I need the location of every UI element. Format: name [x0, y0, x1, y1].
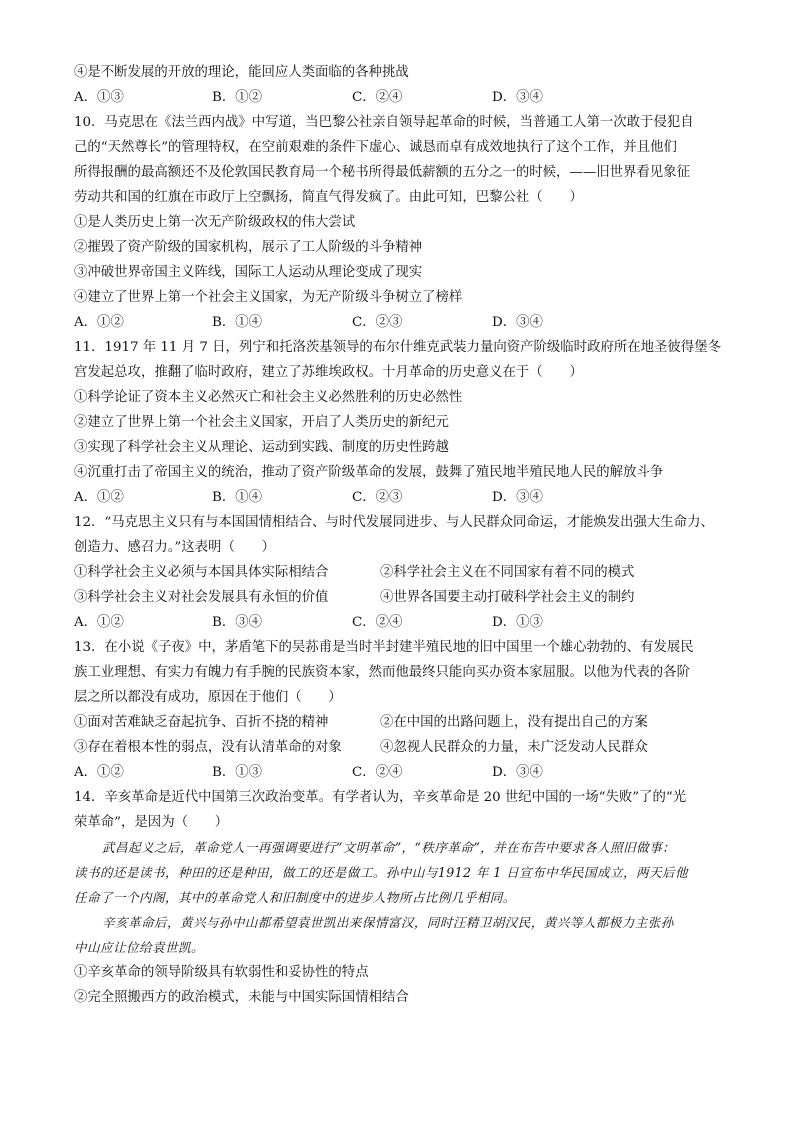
q11-item-2: ②建立了世界上第一个社会主义国家，开启了人类历史的新纪元 [74, 415, 449, 430]
q13-option-d[interactable]: D．③④ [492, 765, 543, 780]
q11-stem-line: 宫发起总攻，推翻了临时政府，建立了苏维埃政权。十月革命的历史意义在于（ ） [74, 365, 583, 380]
q9-option-d[interactable]: D．③④ [492, 90, 543, 105]
q12-item-3: ③科学社会主义对社会发展具有永恒的价值 [74, 590, 329, 605]
q10-stem-line: 10．马克思在《法兰西内战》中写道，当巴黎公社亲自领导起革命的时候，当普通工人第一次敢于侵犯自 [74, 115, 694, 130]
q13-stem-line: 族工业理想、有实力有魄力有手腕的民族资本家，然而他最终只能向买办资本家屈服。以他为代表的各阶 [74, 665, 690, 680]
q11-item-1: ①科学论证了资本主义必然灭亡和社会主义必然胜利的历史必然性 [74, 390, 463, 405]
q10-option-d[interactable]: D．③④ [492, 315, 543, 330]
q12-option-d[interactable]: D．①③ [492, 615, 543, 630]
q10-stem-line: 所得报酬的最高额还不及伦敦国民教育局一个秘书所得最低薪额的五分之一的时候，——旧世界看见象征 [74, 165, 690, 180]
q9-item-4: ④是不断发展的开放的理论，能回应人类面临的各种挑战 [74, 65, 409, 80]
q13-item-1: ①面对苦难缺乏奋起抗争、百折不挠的精神 [74, 715, 329, 730]
q10-stem-line: 己的“天然尊长”的管理特权，在空前艰难的条件下虚心、诚恳而卓有成效地执行了这个工作，并且他们 [74, 140, 677, 155]
q14-stem-line: 14．辛亥革命是近代中国第三次政治变革。有学者认为，辛亥革命是 20 世纪中国的一场“失败”了的“光 [74, 790, 687, 805]
q13-option-c[interactable]: C．②④ [352, 765, 403, 780]
q12-item-4: ④世界各国要主动打破科学社会主义的制约 [380, 590, 635, 605]
q11-option-c[interactable]: C．②③ [352, 490, 403, 505]
q12-option-a[interactable]: A．①② [74, 615, 124, 630]
q14-quote-line: 任命了一个内阁，其中的革命党人和旧制度中的进步人物所占比例几乎相同。 [74, 890, 516, 905]
q14-item-1: ①辛亥革命的领导阶级具有软弱性和妥协性的特点 [74, 965, 369, 980]
q11-option-d[interactable]: D．③④ [492, 490, 543, 505]
q14-quote-line: 读书的还是读书，种田的还是种田，做工的还是做工。孙中山与1912 年 1 日宣布中华民国成立，两天后他 [74, 865, 689, 880]
q13-stem-line: 13．在小说《子夜》中，茅盾笔下的吴荪甫是当时半封建半殖民地的旧中国里一个雄心勃勃的、有发展民 [74, 640, 694, 655]
q10-item-3: ③冲破世界帝国主义阵线，国际工人运动从理论变成了现实 [74, 265, 423, 280]
q13-item-3: ③存在着根本性的弱点，没有认清革命的对象 [74, 740, 342, 755]
q14-quote-line: 中山应让位给袁世凯。 [74, 940, 204, 955]
q10-option-b[interactable]: B．①④ [212, 315, 263, 330]
q12-stem-line: 12．“马克思主义只有与本国国情相结合、与时代发展同进步、与人民群众同命运，才能焕发出强大生命力、 [74, 515, 714, 530]
q10-stem-line: 劳动共和国的红旗在市政厅上空飘扬，简直气得发疯了。由此可知，巴黎公社（ ） [74, 190, 583, 205]
q12-item-1: ①科学社会主义必须与本国具体实际相结合 [74, 565, 329, 580]
q9-option-b[interactable]: B．①② [212, 90, 263, 105]
q13-option-b[interactable]: B．①③ [212, 765, 263, 780]
q11-option-a[interactable]: A．①② [74, 490, 124, 505]
q13-item-2: ②在中国的出路问题上，没有提出自己的方案 [380, 715, 648, 730]
q11-option-b[interactable]: B．①④ [212, 490, 263, 505]
q10-option-a[interactable]: A．①② [74, 315, 124, 330]
q11-item-4: ④沉重打击了帝国主义的统治，推动了资产阶级革命的发展，鼓舞了殖民地半殖民地人民的解放斗争 [74, 465, 664, 480]
q14-stem-line: 荣革命”，是因为（ ） [74, 815, 229, 830]
q14-quote-line: 辛亥革命后，黄兴与孙中山都希望袁世凯出来保情富汉，同时汪精卫胡汉民，黄兴等人都极力主张孙 [102, 915, 674, 930]
q10-option-c[interactable]: C．②③ [352, 315, 403, 330]
q10-item-1: ①是人类历史上第一次无产阶级政权的伟大尝试 [74, 215, 356, 230]
q10-item-4: ④建立了世界上第一个社会主义国家，为无产阶级斗争树立了榜样 [74, 290, 463, 305]
q13-stem-line: 层之所以都没有成功，原因在于他们（ ） [74, 690, 342, 705]
q11-stem-line: 11．1917 年 11 月 7 日，列宁和托洛茨基领导的布尔什维克武装力量向资产阶级临时政府所在地圣彼得堡冬 [74, 340, 721, 355]
q13-item-4: ④忽视人民群众的力量，未广泛发动人民群众 [380, 740, 648, 755]
q9-option-a[interactable]: A．①③ [74, 90, 124, 105]
q10-item-2: ②摧毁了资产阶级的国家机构，展示了工人阶级的斗争精神 [74, 240, 423, 255]
q13-option-a[interactable]: A．①② [74, 765, 124, 780]
q11-item-3: ③实现了科学社会主义从理论、运动到实践、制度的历史性跨越 [74, 440, 449, 455]
q12-stem-line: 创造力、感召力。”这表明（ ） [74, 540, 276, 555]
q9-option-c[interactable]: C．②④ [352, 90, 403, 105]
q12-option-c[interactable]: C．②④ [352, 615, 403, 630]
q12-option-b[interactable]: B．③④ [212, 615, 263, 630]
q12-item-2: ②科学社会主义在不同国家有着不同的模式 [380, 565, 635, 580]
q14-quote-line: 武昌起义之后，革命党人一再强调要进行“文明革命”，“秩序革命”，并在布告中要求各人照旧做事： [102, 840, 676, 855]
q14-item-2: ②完全照搬西方的政治模式，未能与中国实际国情相结合 [74, 990, 409, 1005]
